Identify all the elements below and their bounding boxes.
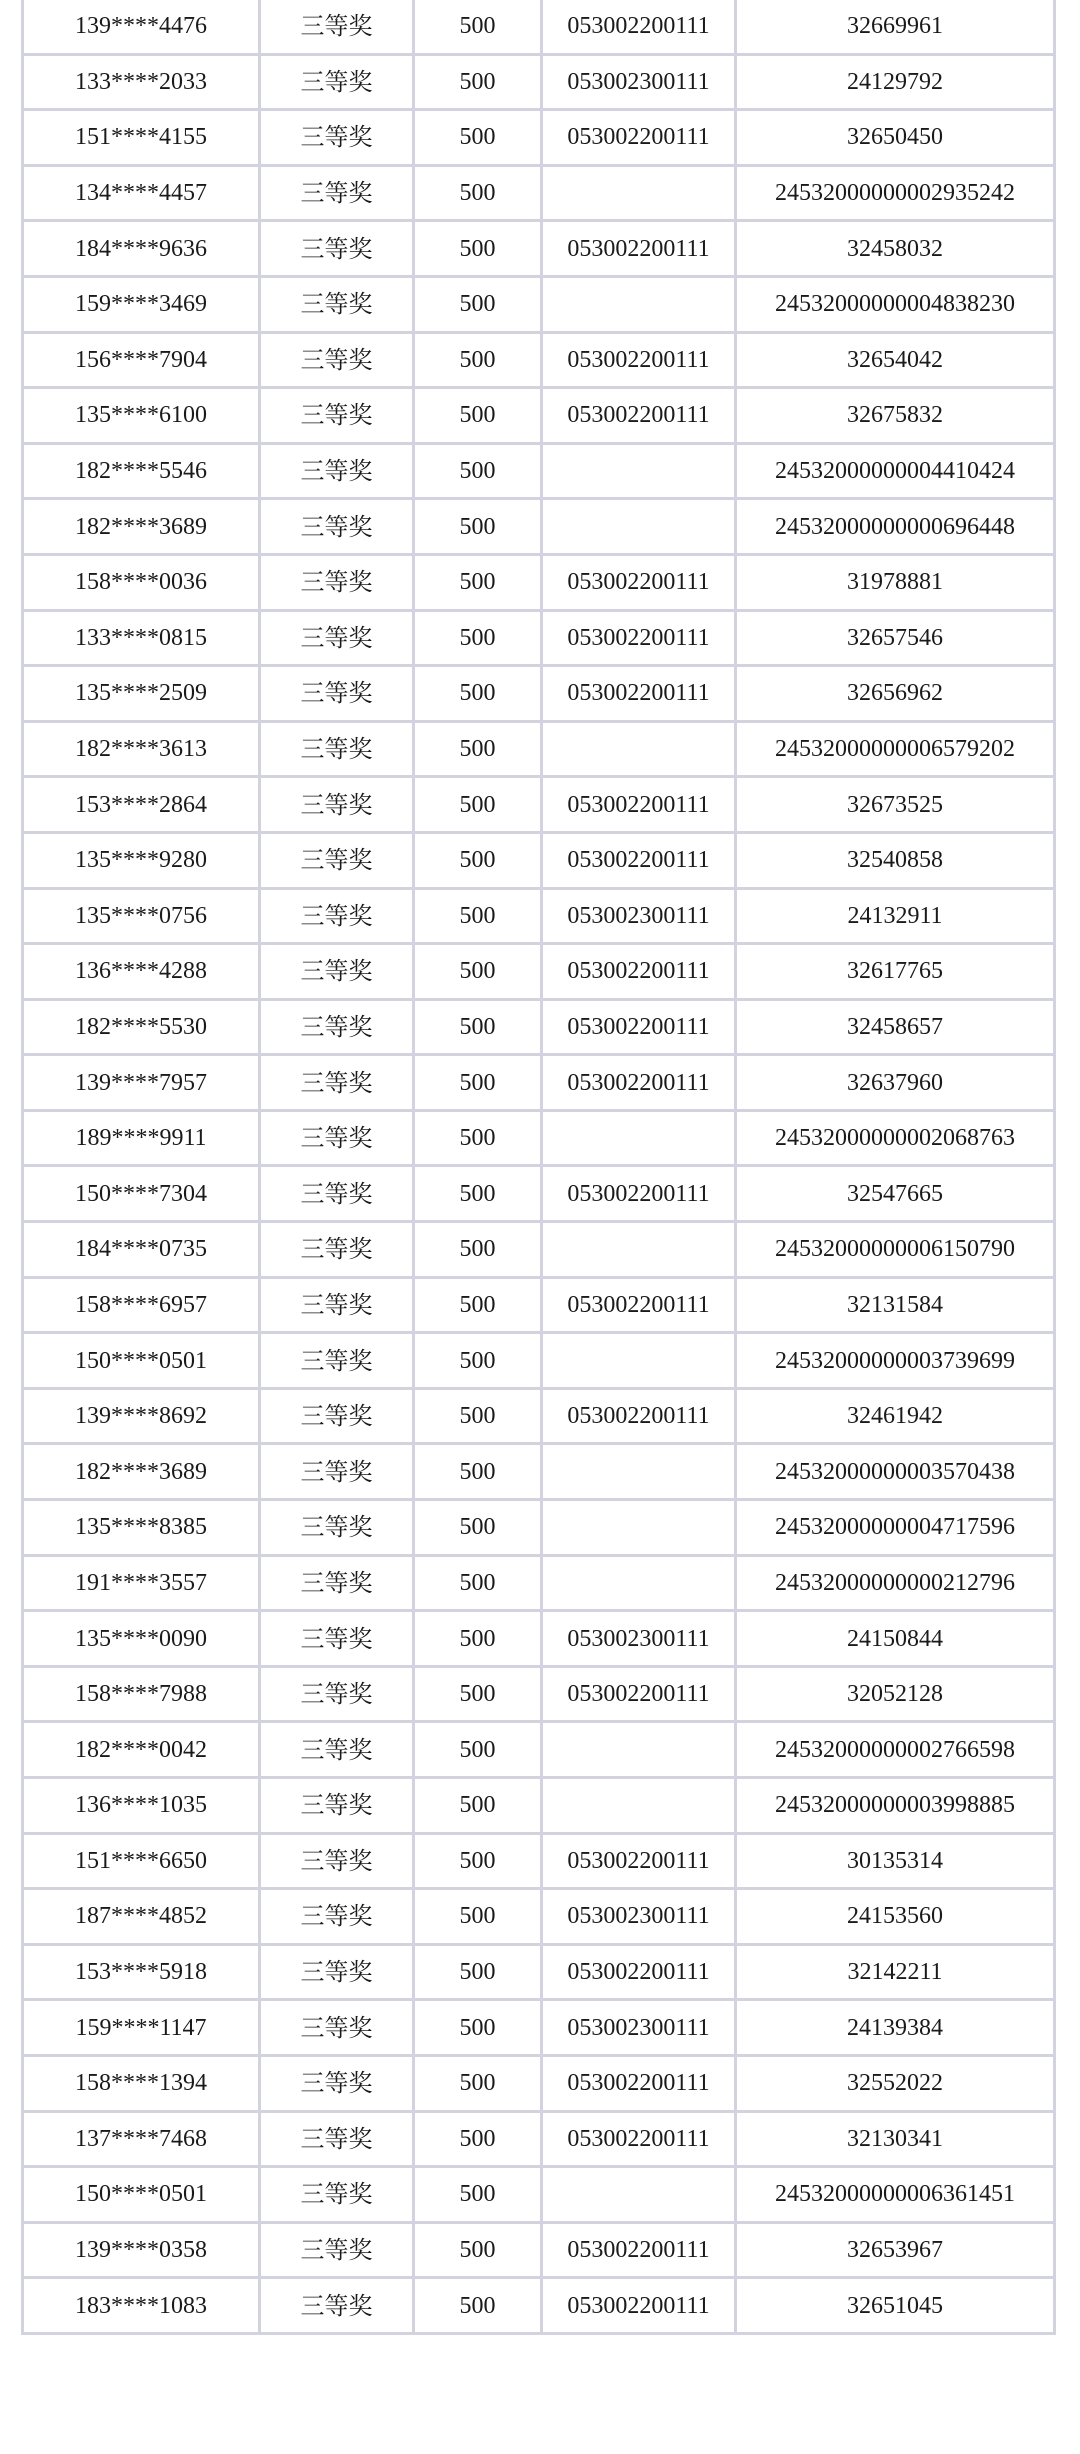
amount-cell: 500: [414, 2000, 542, 2056]
code-cell: [542, 721, 736, 777]
phone-cell: 136****4288: [23, 944, 260, 1000]
number-cell: 32651045: [736, 2278, 1055, 2334]
table-row: [23, 1500, 1055, 1556]
table-row: [23, 2055, 1055, 2111]
number-cell: 32656962: [736, 666, 1055, 722]
code-cell: 053002200111: [542, 999, 736, 1055]
number-cell: 32673525: [736, 777, 1055, 833]
table-row: [23, 832, 1055, 888]
amount-cell: 500: [414, 1611, 542, 1667]
prize-cell: 三等奖: [260, 2222, 414, 2278]
number-cell: 32657546: [736, 610, 1055, 666]
prize-cell: 三等奖: [260, 276, 414, 332]
code-cell: 053002200111: [542, 388, 736, 444]
amount-cell: 500: [414, 1277, 542, 1333]
table-row: [23, 1833, 1055, 1889]
number-cell: 32675832: [736, 388, 1055, 444]
table-row: [23, 1388, 1055, 1444]
prize-cell: 三等奖: [260, 832, 414, 888]
amount-cell: 500: [414, 721, 542, 777]
phone-cell: 137****7468: [23, 2111, 260, 2167]
code-cell: [542, 499, 736, 555]
code-cell: 053002300111: [542, 1889, 736, 1945]
code-cell: 053002300111: [542, 54, 736, 110]
amount-cell: 500: [414, 666, 542, 722]
number-cell: 24532000000002068763: [736, 1110, 1055, 1166]
winners-table-container: [21, 0, 1053, 2335]
phone-cell: 183****1083: [23, 2278, 260, 2334]
amount-cell: 500: [414, 610, 542, 666]
prize-cell: 三等奖: [260, 2000, 414, 2056]
table-row: [23, 1444, 1055, 1500]
code-cell: 053002200111: [542, 1666, 736, 1722]
number-cell: 24132911: [736, 888, 1055, 944]
phone-cell: 182****3689: [23, 1444, 260, 1500]
prize-cell: 三等奖: [260, 1166, 414, 1222]
prize-cell: 三等奖: [260, 2111, 414, 2167]
table-row: [23, 2000, 1055, 2056]
table-row: [23, 1778, 1055, 1834]
phone-cell: 135****8385: [23, 1500, 260, 1556]
table-row: [23, 443, 1055, 499]
code-cell: 053002200111: [542, 944, 736, 1000]
table-row: [23, 1222, 1055, 1278]
amount-cell: 500: [414, 2278, 542, 2334]
number-cell: 24532000000003739699: [736, 1333, 1055, 1389]
number-cell: 24532000000000696448: [736, 499, 1055, 555]
prize-cell: 三等奖: [260, 0, 414, 54]
table-row: [23, 610, 1055, 666]
code-cell: 053002200111: [542, 221, 736, 277]
number-cell: 32131584: [736, 1277, 1055, 1333]
phone-cell: 182****0042: [23, 1722, 260, 1778]
code-cell: 053002200111: [542, 1277, 736, 1333]
phone-cell: 158****1394: [23, 2055, 260, 2111]
table-row: [23, 666, 1055, 722]
amount-cell: 500: [414, 1722, 542, 1778]
number-cell: 24532000000006361451: [736, 2167, 1055, 2223]
amount-cell: 500: [414, 1333, 542, 1389]
table-row: [23, 1889, 1055, 1945]
number-cell: 32547665: [736, 1166, 1055, 1222]
amount-cell: 500: [414, 1110, 542, 1166]
phone-cell: 156****7904: [23, 332, 260, 388]
table-row: [23, 2111, 1055, 2167]
phone-cell: 184****0735: [23, 1222, 260, 1278]
table-row: [23, 2278, 1055, 2334]
number-cell: 32458657: [736, 999, 1055, 1055]
prize-cell: 三等奖: [260, 1277, 414, 1333]
phone-cell: 151****4155: [23, 110, 260, 166]
prize-cell: 三等奖: [260, 944, 414, 1000]
prize-cell: 三等奖: [260, 1388, 414, 1444]
phone-cell: 139****8692: [23, 1388, 260, 1444]
table-row: [23, 276, 1055, 332]
phone-cell: 158****6957: [23, 1277, 260, 1333]
phone-cell: 182****5530: [23, 999, 260, 1055]
code-cell: [542, 1778, 736, 1834]
phone-cell: 139****4476: [23, 0, 260, 54]
table-row: [23, 1277, 1055, 1333]
code-cell: [542, 1222, 736, 1278]
amount-cell: 500: [414, 888, 542, 944]
amount-cell: 500: [414, 1666, 542, 1722]
number-cell: 24150844: [736, 1611, 1055, 1667]
phone-cell: 182****5546: [23, 443, 260, 499]
prize-cell: 三等奖: [260, 610, 414, 666]
amount-cell: 500: [414, 499, 542, 555]
amount-cell: 500: [414, 1388, 542, 1444]
table-row: [23, 1166, 1055, 1222]
prize-cell: 三等奖: [260, 332, 414, 388]
prize-cell: 三等奖: [260, 999, 414, 1055]
prize-cell: 三等奖: [260, 1722, 414, 1778]
table-row: [23, 110, 1055, 166]
amount-cell: 500: [414, 999, 542, 1055]
code-cell: 053002200111: [542, 332, 736, 388]
number-cell: 32552022: [736, 2055, 1055, 2111]
code-cell: [542, 1333, 736, 1389]
amount-cell: 500: [414, 54, 542, 110]
amount-cell: 500: [414, 0, 542, 54]
phone-cell: 150****0501: [23, 2167, 260, 2223]
table-row: [23, 1110, 1055, 1166]
amount-cell: 500: [414, 1166, 542, 1222]
amount-cell: 500: [414, 777, 542, 833]
phone-cell: 184****9636: [23, 221, 260, 277]
amount-cell: 500: [414, 221, 542, 277]
prize-cell: 三等奖: [260, 1555, 414, 1611]
prize-cell: 三等奖: [260, 1333, 414, 1389]
code-cell: [542, 1110, 736, 1166]
code-cell: 053002200111: [542, 1166, 736, 1222]
code-cell: 053002200111: [542, 2222, 736, 2278]
code-cell: 053002200111: [542, 2111, 736, 2167]
number-cell: 32669961: [736, 0, 1055, 54]
amount-cell: 500: [414, 2222, 542, 2278]
prize-cell: 三等奖: [260, 1778, 414, 1834]
table-row: [23, 221, 1055, 277]
number-cell: 31978881: [736, 554, 1055, 610]
code-cell: 053002200111: [542, 777, 736, 833]
amount-cell: 500: [414, 944, 542, 1000]
code-cell: 053002300111: [542, 2000, 736, 2056]
prize-cell: 三等奖: [260, 443, 414, 499]
table-row: [23, 332, 1055, 388]
number-cell: 32654042: [736, 332, 1055, 388]
table-row: [23, 999, 1055, 1055]
phone-cell: 135****0090: [23, 1611, 260, 1667]
number-cell: 24532000000002766598: [736, 1722, 1055, 1778]
prize-cell: 三等奖: [260, 499, 414, 555]
number-cell: 32617765: [736, 944, 1055, 1000]
number-cell: 32650450: [736, 110, 1055, 166]
code-cell: 053002300111: [542, 1611, 736, 1667]
number-cell: 32540858: [736, 832, 1055, 888]
phone-cell: 135****6100: [23, 388, 260, 444]
number-cell: 32653967: [736, 2222, 1055, 2278]
phone-cell: 187****4852: [23, 1889, 260, 1945]
phone-cell: 134****4457: [23, 165, 260, 221]
table-row: [23, 54, 1055, 110]
amount-cell: 500: [414, 1833, 542, 1889]
table-row: [23, 1555, 1055, 1611]
number-cell: 24532000000004717596: [736, 1500, 1055, 1556]
prize-cell: 三等奖: [260, 1889, 414, 1945]
prize-cell: 三等奖: [260, 1833, 414, 1889]
number-cell: 24532000000004838230: [736, 276, 1055, 332]
code-cell: 053002200111: [542, 610, 736, 666]
phone-cell: 135****0756: [23, 888, 260, 944]
phone-cell: 150****7304: [23, 1166, 260, 1222]
code-cell: [542, 1722, 736, 1778]
prize-cell: 三等奖: [260, 666, 414, 722]
prize-cell: 三等奖: [260, 1055, 414, 1111]
amount-cell: 500: [414, 443, 542, 499]
prize-cell: 三等奖: [260, 2167, 414, 2223]
code-cell: 053002200111: [542, 1944, 736, 2000]
code-cell: 053002200111: [542, 2278, 736, 2334]
code-cell: [542, 1555, 736, 1611]
prize-cell: 三等奖: [260, 888, 414, 944]
prize-cell: 三等奖: [260, 1222, 414, 1278]
phone-cell: 159****3469: [23, 276, 260, 332]
phone-cell: 151****6650: [23, 1833, 260, 1889]
phone-cell: 133****0815: [23, 610, 260, 666]
prize-cell: 三等奖: [260, 1444, 414, 1500]
amount-cell: 500: [414, 1778, 542, 1834]
number-cell: 24532000000006579202: [736, 721, 1055, 777]
prize-cell: 三等奖: [260, 777, 414, 833]
prize-cell: 三等奖: [260, 1666, 414, 1722]
phone-cell: 158****0036: [23, 554, 260, 610]
prize-cell: 三等奖: [260, 1110, 414, 1166]
prize-cell: 三等奖: [260, 1611, 414, 1667]
code-cell: 053002200111: [542, 2055, 736, 2111]
amount-cell: 500: [414, 832, 542, 888]
table-row: [23, 0, 1055, 54]
number-cell: 32637960: [736, 1055, 1055, 1111]
code-cell: [542, 1444, 736, 1500]
table-row: [23, 1611, 1055, 1667]
amount-cell: 500: [414, 554, 542, 610]
code-cell: 053002200111: [542, 666, 736, 722]
number-cell: 24129792: [736, 54, 1055, 110]
amount-cell: 500: [414, 276, 542, 332]
phone-cell: 133****2033: [23, 54, 260, 110]
table-row: [23, 1333, 1055, 1389]
number-cell: 32052128: [736, 1666, 1055, 1722]
amount-cell: 500: [414, 110, 542, 166]
code-cell: [542, 1500, 736, 1556]
prize-cell: 三等奖: [260, 388, 414, 444]
table-row: [23, 2222, 1055, 2278]
winners-table-body: [23, 0, 1055, 2333]
phone-cell: 158****7988: [23, 1666, 260, 1722]
amount-cell: 500: [414, 1889, 542, 1945]
table-row: [23, 165, 1055, 221]
prize-cell: 三等奖: [260, 165, 414, 221]
phone-cell: 136****1035: [23, 1778, 260, 1834]
table-row: [23, 554, 1055, 610]
prize-cell: 三等奖: [260, 221, 414, 277]
number-cell: 30135314: [736, 1833, 1055, 1889]
code-cell: 053002200111: [542, 1833, 736, 1889]
table-row: [23, 777, 1055, 833]
amount-cell: 500: [414, 2111, 542, 2167]
number-cell: 24153560: [736, 1889, 1055, 1945]
table-row: [23, 388, 1055, 444]
phone-cell: 191****3557: [23, 1555, 260, 1611]
prize-cell: 三等奖: [260, 2278, 414, 2334]
table-row: [23, 1722, 1055, 1778]
code-cell: 053002300111: [542, 888, 736, 944]
amount-cell: 500: [414, 1500, 542, 1556]
table-row: [23, 1666, 1055, 1722]
number-cell: 24532000000006150790: [736, 1222, 1055, 1278]
amount-cell: 500: [414, 165, 542, 221]
table-row: [23, 721, 1055, 777]
amount-cell: 500: [414, 1444, 542, 1500]
code-cell: [542, 165, 736, 221]
prize-cell: 三等奖: [260, 1500, 414, 1556]
phone-cell: 159****1147: [23, 2000, 260, 2056]
phone-cell: 139****7957: [23, 1055, 260, 1111]
number-cell: 32458032: [736, 221, 1055, 277]
number-cell: 24532000000004410424: [736, 443, 1055, 499]
phone-cell: 189****9911: [23, 1110, 260, 1166]
code-cell: 053002200111: [542, 0, 736, 54]
winners-table: [21, 0, 1056, 2335]
table-row: [23, 1944, 1055, 2000]
phone-cell: 135****9280: [23, 832, 260, 888]
amount-cell: 500: [414, 2055, 542, 2111]
phone-cell: 139****0358: [23, 2222, 260, 2278]
number-cell: 32461942: [736, 1388, 1055, 1444]
number-cell: 24532000000003570438: [736, 1444, 1055, 1500]
prize-cell: 三等奖: [260, 554, 414, 610]
code-cell: 053002200111: [542, 832, 736, 888]
prize-cell: 三等奖: [260, 2055, 414, 2111]
code-cell: 053002200111: [542, 110, 736, 166]
table-row: [23, 1055, 1055, 1111]
phone-cell: 135****2509: [23, 666, 260, 722]
prize-cell: 三等奖: [260, 110, 414, 166]
number-cell: 24532000000002935242: [736, 165, 1055, 221]
number-cell: 32142211: [736, 1944, 1055, 2000]
code-cell: [542, 276, 736, 332]
table-row: [23, 888, 1055, 944]
code-cell: [542, 2167, 736, 2223]
amount-cell: 500: [414, 2167, 542, 2223]
phone-cell: 182****3613: [23, 721, 260, 777]
number-cell: 24139384: [736, 2000, 1055, 2056]
amount-cell: 500: [414, 1055, 542, 1111]
phone-cell: 182****3689: [23, 499, 260, 555]
phone-cell: 153****2864: [23, 777, 260, 833]
amount-cell: 500: [414, 1944, 542, 2000]
number-cell: 24532000000000212796: [736, 1555, 1055, 1611]
code-cell: [542, 443, 736, 499]
phone-cell: 153****5918: [23, 1944, 260, 2000]
table-row: [23, 2167, 1055, 2223]
amount-cell: 500: [414, 1222, 542, 1278]
amount-cell: 500: [414, 1555, 542, 1611]
amount-cell: 500: [414, 332, 542, 388]
prize-cell: 三等奖: [260, 54, 414, 110]
prize-cell: 三等奖: [260, 1944, 414, 2000]
number-cell: 24532000000003998885: [736, 1778, 1055, 1834]
number-cell: 32130341: [736, 2111, 1055, 2167]
prize-cell: 三等奖: [260, 721, 414, 777]
phone-cell: 150****0501: [23, 1333, 260, 1389]
code-cell: 053002200111: [542, 1055, 736, 1111]
table-row: [23, 944, 1055, 1000]
code-cell: 053002200111: [542, 1388, 736, 1444]
table-row: [23, 499, 1055, 555]
amount-cell: 500: [414, 388, 542, 444]
code-cell: 053002200111: [542, 554, 736, 610]
